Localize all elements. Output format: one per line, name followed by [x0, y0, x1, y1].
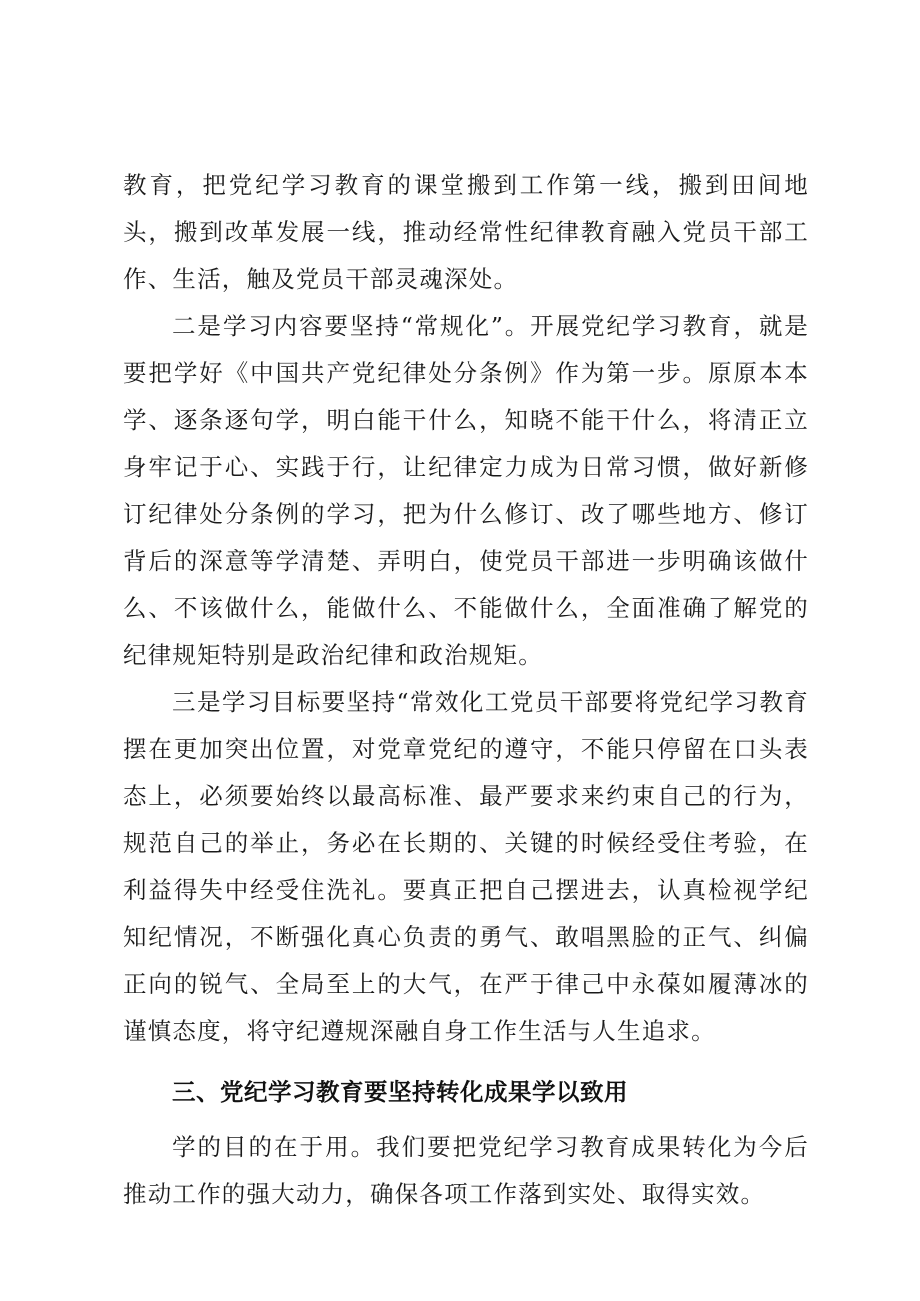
paragraph-1: 教育，把党纪学习教育的课堂搬到工作第一线，搬到田间地头，搬到改革发展一线，推动经常性纪律教育融入党员干部工作、生活，触及党员干部灵魂深处。 [123, 171, 809, 293]
paragraph-3: 三是学习目标要坚持“常效化工党员干部要将党纪学习教育摆在更加突出位置，对党章党纪的遵守，不能只停留在口头表态上，必须要始终以最高标准、最严要求来约束自己的行为，规范自己的举止，务必在长期的、关键的时候经受住考验，在利益得失中经受住洗礼。要真正把自己摆进去，认真检视学纪知纪情况，不断强化真心负责的勇气、敢唱黑脸的正气、纠偏正向的锐气、全局至上的大气，在严于律己中永葆如履薄冰的谨慎态度，将守纪遵规深融自身工作生活与人生追求。 [123, 688, 809, 1045]
paragraph-4: 学的目的在于用。我们要把党纪学习教育成果转化为今后推动工作的强大动力，确保各项工作落到实处、取得实效。 [123, 1133, 809, 1208]
section-heading: 三、党纪学习教育要坚持转化成果学以致用 [172, 1078, 628, 1106]
document-body [123, 162, 809, 1218]
paragraph-2: 二是学习内容要坚持“常规化”。开展党纪学习教育，就是要把学好《中国共产党纪律处分条例》作为第一步。原原本本学、逐条逐句学，明白能干什么，知晓不能干什么，将清正立身牢记于心、实践于行，让纪律定力成为日常习惯，做好新修订纪律处分条例的学习，把为什么修订、改了哪些地方、修订背后的深意等学清楚、弄明白，使党员干部进一步明确该做什么、不该做什么，能做什么、不能做什么，全面准确了解党的纪律规矩特别是政治纪律和政治规矩。 [123, 312, 809, 669]
